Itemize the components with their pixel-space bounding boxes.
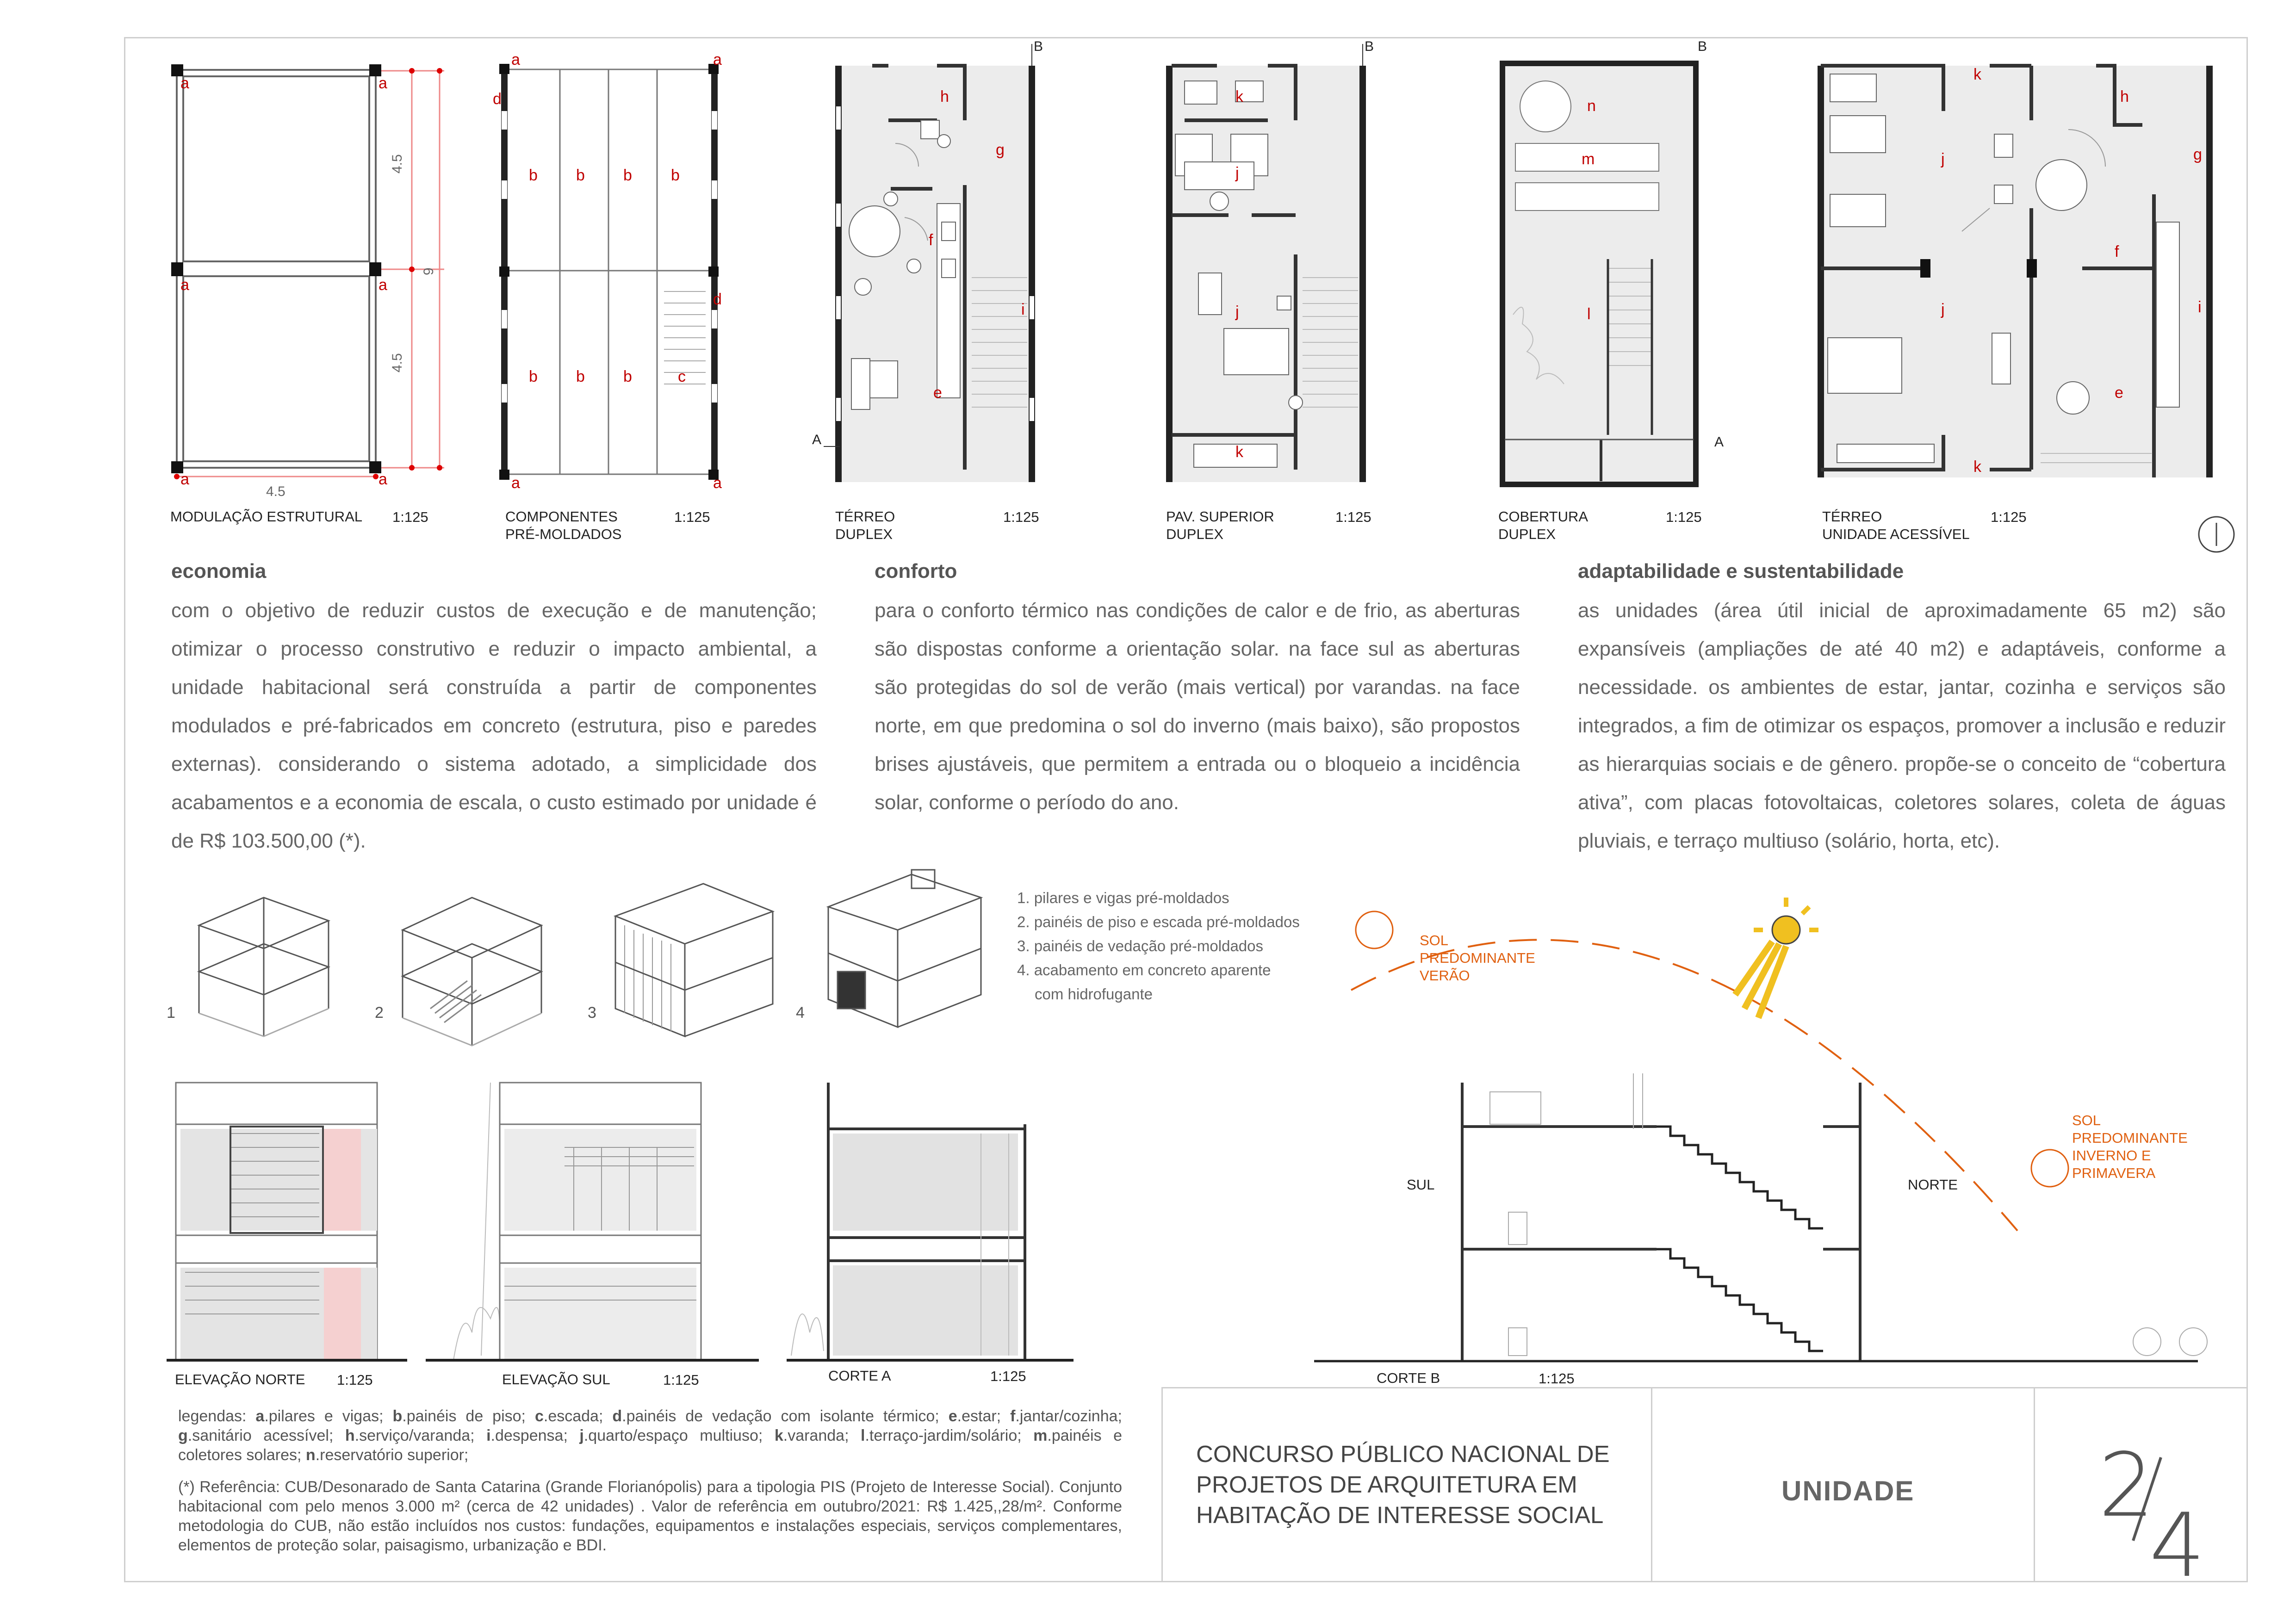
letter-j: j: [1235, 164, 1239, 182]
letter-k: k: [1235, 443, 1243, 461]
step-number: 3: [588, 1004, 596, 1022]
legend-key: k: [774, 1427, 783, 1444]
letter-a: a: [511, 474, 520, 492]
sun-icon: [1735, 898, 1818, 1018]
letter-a: a: [180, 471, 189, 488]
step-number: 1: [167, 1004, 175, 1022]
legend-text: .despensa;: [490, 1427, 580, 1444]
legend-text: .reservatório superior;: [315, 1446, 469, 1464]
step-item: 3. painéis de vedação pré-moldados: [1017, 937, 1264, 954]
letter-d: d: [713, 291, 722, 308]
corte-b-title: CORTE B: [1377, 1370, 1440, 1386]
step-item: 1. pilares e vigas pré-moldados: [1017, 889, 1229, 906]
corte-b-sul: SUL: [1407, 1177, 1435, 1193]
step-item: 2. painéis de piso e escada pré-moldados: [1017, 913, 1300, 930]
cobertura-drawing: [1476, 37, 1735, 495]
terreo-acessivel-title: TÉRREO UNIDADE ACESSÍVEL: [1822, 508, 1970, 542]
elev-sul-scale: 1:125: [663, 1372, 699, 1388]
letter-e: e: [2115, 384, 2123, 402]
contest-title: CONCURSO PÚBLICO NACIONAL DE PROJETOS DE ARQUITETURA EM HABITAÇÃO DE INTERESSE SOCIAL: [1196, 1441, 1610, 1528]
letter-n: n: [1587, 97, 1596, 115]
legend-key: l: [861, 1427, 865, 1444]
cobertura-scale: 1:125: [1666, 509, 1702, 525]
corte-a-scale: 1:125: [990, 1368, 1026, 1384]
step-item: 4. acabamento em concreto aparente: [1017, 961, 1271, 979]
sun-summer-icon: [1356, 911, 1393, 948]
letter-b: b: [576, 368, 585, 385]
legend-key: m: [1033, 1427, 1048, 1444]
legend-key: h: [345, 1427, 355, 1444]
elev-norte-title: ELEVAÇÃO NORTE: [175, 1371, 305, 1388]
sun-winter-icon: [2031, 1150, 2068, 1187]
legend-text: .pilares e vigas;: [264, 1407, 393, 1425]
legend-text: .painéis de piso;: [402, 1407, 535, 1425]
letter-b: b: [529, 167, 538, 184]
section-marker-b: B: [1698, 39, 1707, 54]
legend-text: .quarto/espaço multiuso;: [583, 1427, 775, 1444]
letter-k: k: [1973, 66, 1981, 83]
legend-key: j: [579, 1427, 584, 1444]
terreo-duplex-drawing: [812, 37, 1071, 495]
letter-d: d: [493, 90, 502, 108]
conforto-heading: conforto: [875, 560, 957, 582]
componentes-scale: 1:125: [674, 509, 710, 525]
letter-h: h: [2120, 88, 2129, 105]
elev-sul-title: ELEVAÇÃO SUL: [502, 1371, 610, 1388]
adaptabilidade-heading: adaptabilidade e sustentabilidade: [1578, 560, 1904, 582]
pav-superior-title: PAV. SUPERIOR DUPLEX: [1166, 508, 1274, 542]
dim-h2: 4.5: [390, 353, 405, 372]
letter-a: a: [379, 471, 387, 488]
letter-f: f: [2115, 243, 2119, 260]
letter-a: a: [180, 276, 189, 294]
sheet-title: UNIDADE: [1781, 1475, 1915, 1506]
adaptabilidade-text: as unidades (área útil inicial de aproximadamente 65 m2) são expansíveis (ampliações de até 40 m2) e adaptáveis, conforme a necessidade. os ambientes de estar, jantar, cozinha e serviços são integrados, a fim de otimizar os espaços, promover a inclusão e reduzir as hierarquias sociais e de gênero. propõe-se o conceito de “cobertura ativa”, com placas fotovoltaicas, coletores solares, coleta de águas pluviais, e terraço multiuso (solário, horta, etc).: [1578, 599, 2226, 852]
economia-heading: economia: [171, 560, 267, 582]
page-number: 2: [2098, 1434, 2154, 1536]
terreo-duplex-title: TÉRREO DUPLEX: [835, 508, 895, 542]
construction-steps-drawing: [157, 870, 1036, 1064]
elevacao-norte-drawing: [167, 1078, 407, 1365]
letter-g: g: [2193, 146, 2202, 163]
modulacao-title: MODULAÇÃO ESTRUTURAL: [170, 508, 363, 525]
legend: [178, 1406, 1122, 1465]
letter-b: b: [529, 368, 538, 385]
letter-g: g: [996, 141, 1005, 159]
pav-superior-scale: 1:125: [1335, 509, 1371, 525]
letter-j: j: [1235, 303, 1239, 321]
letter-a: a: [379, 74, 387, 92]
legend-key: i: [486, 1427, 491, 1444]
letter-a: a: [511, 51, 520, 68]
legend-text: .varanda;: [783, 1427, 861, 1444]
legend-text: .terraço-jardim/solário;: [865, 1427, 1034, 1444]
corte-b-norte: NORTE: [1908, 1177, 1958, 1193]
letter-a: a: [180, 74, 189, 92]
corte-a-drawing: [787, 1073, 1074, 1365]
cost-reference-note: (*) Referência: CUB/Desonarado de Santa Catarina (Grande Florianópolis) para a tipologia PIS (Projeto de Interesse Social). Conjunto habitacional com pelo menos 3.000 m² (cerca de 42 unidades) . Valor de referência em outubro/2021: R$ 1.425,,28/m². Conforme metodologia do CUB, não estão incluídos nos custos: fundações, equipamentos e instalações especiais, serviços complementares, elementos de proteção solar, paisagismo, urbanização e BDI.: [178, 1478, 1122, 1554]
letter-m: m: [1582, 150, 1595, 168]
legend-text: .jantar/cozinha;: [1015, 1407, 1122, 1425]
sun-winter-label: SOL PREDOMINANTE INVERNO E PRIMAVERA: [2072, 1112, 2188, 1181]
page-total: 4: [2149, 1494, 2205, 1597]
legend-text: .painéis e coletores solares;: [178, 1427, 1122, 1464]
title-divider: [1651, 1387, 1652, 1582]
legend-key: a: [255, 1407, 265, 1425]
economia-text: com o objetivo de reduzir custos de execução e de manutenção; otimizar o processo construtivo e reduzir o impacto ambiental, a unidade habitacional será construída a partir de componentes modulados e pré-fabricados em concreto (estrutura, piso e paredes externas). considerando o sistema adotado, a simplicidade dos acabamentos e a economia de escala, o custo estimado por unidade é de R$ 103.500,00 (*).: [171, 599, 817, 852]
letter-c: c: [678, 368, 686, 385]
letter-a: a: [379, 276, 387, 294]
legend-text: .serviço/varanda;: [354, 1427, 487, 1444]
north-arrow-icon: [2196, 514, 2237, 555]
letter-a: a: [713, 474, 722, 492]
legend-key: e: [948, 1407, 957, 1425]
section-marker-a: A: [812, 432, 822, 447]
letter-l: l: [1587, 305, 1591, 323]
section-marker-a: A: [1714, 434, 1724, 450]
conforto-text: para o conforto térmico nas condições de calor e de frio, as aberturas são dispostas conforme a orientação solar. na face sul as aberturas são protegidas do sol de verão (mais vertical) por varandas. na face norte, em que predomina o sol do inverno (mais baixo), são propostos brises ajustáveis, que permitem a entrada ou o bloqueio a incidência solar, conforme o período do ano.: [875, 599, 1520, 814]
componentes-drawing: [493, 51, 733, 495]
terreo-duplex-scale: 1:125: [1003, 509, 1039, 525]
dim-w: 4.5: [266, 484, 285, 499]
letter-a: a: [713, 51, 722, 68]
legend-key: d: [612, 1407, 622, 1425]
terreo-acessivel-scale: 1:125: [1991, 509, 2027, 525]
letter-e: e: [933, 384, 942, 402]
corte-b-scale: 1:125: [1539, 1370, 1575, 1387]
corte-b-drawing: [1064, 870, 2230, 1369]
title-divider: [2034, 1387, 2035, 1582]
legend-key: b: [392, 1407, 403, 1425]
dim-h1: 4.5: [390, 154, 405, 173]
section-marker-b: B: [1365, 39, 1374, 54]
componentes-title: COMPONENTES PRÉ-MOLDADOS: [505, 508, 622, 542]
letter-b: b: [576, 167, 585, 184]
section-marker-b: B: [1034, 39, 1043, 54]
legend-key: n: [305, 1446, 316, 1464]
letter-k: k: [1235, 88, 1243, 105]
legend-text: .escada;: [543, 1407, 613, 1425]
sun-summer-label: SOL PREDOMINANTE VERÃO: [1420, 932, 1535, 984]
step-item: com hidrofugante: [1035, 985, 1153, 1003]
corte-a-title: CORTE A: [828, 1368, 891, 1384]
cobertura-title: COBERTURA DUPLEX: [1498, 508, 1589, 542]
letter-j: j: [1941, 301, 1945, 318]
legend-key: g: [178, 1427, 188, 1444]
letter-i: i: [2198, 298, 2202, 316]
letter-b: b: [671, 167, 680, 184]
dim-total: 9: [421, 267, 436, 275]
letter-b: b: [623, 167, 632, 184]
letter-k: k: [1973, 458, 1981, 476]
elev-norte-scale: 1:125: [337, 1372, 373, 1388]
letter-f: f: [929, 231, 933, 249]
step-number: 4: [796, 1004, 805, 1022]
letter-h: h: [940, 88, 949, 105]
letter-j: j: [1941, 150, 1945, 168]
legend-text: .estar;: [957, 1407, 1011, 1425]
terreo-acessivel-drawing: [1809, 56, 2235, 490]
step-number: 2: [375, 1004, 384, 1022]
letter-b: b: [623, 368, 632, 385]
legend-text: .painéis de vedação com isolante térmico;: [622, 1407, 949, 1425]
modulacao-estrutural-drawing: [167, 62, 463, 499]
legend-key: f: [1010, 1407, 1016, 1425]
letter-i: i: [1021, 301, 1025, 318]
pav-superior-drawing: [1143, 37, 1393, 495]
legend-prefix: legendas:: [178, 1407, 256, 1425]
legend-key: c: [534, 1407, 544, 1425]
modulacao-scale: 1:125: [392, 509, 428, 525]
legend-text: .sanitário acessível;: [187, 1427, 345, 1444]
elevacao-sul-drawing: [426, 1078, 759, 1365]
